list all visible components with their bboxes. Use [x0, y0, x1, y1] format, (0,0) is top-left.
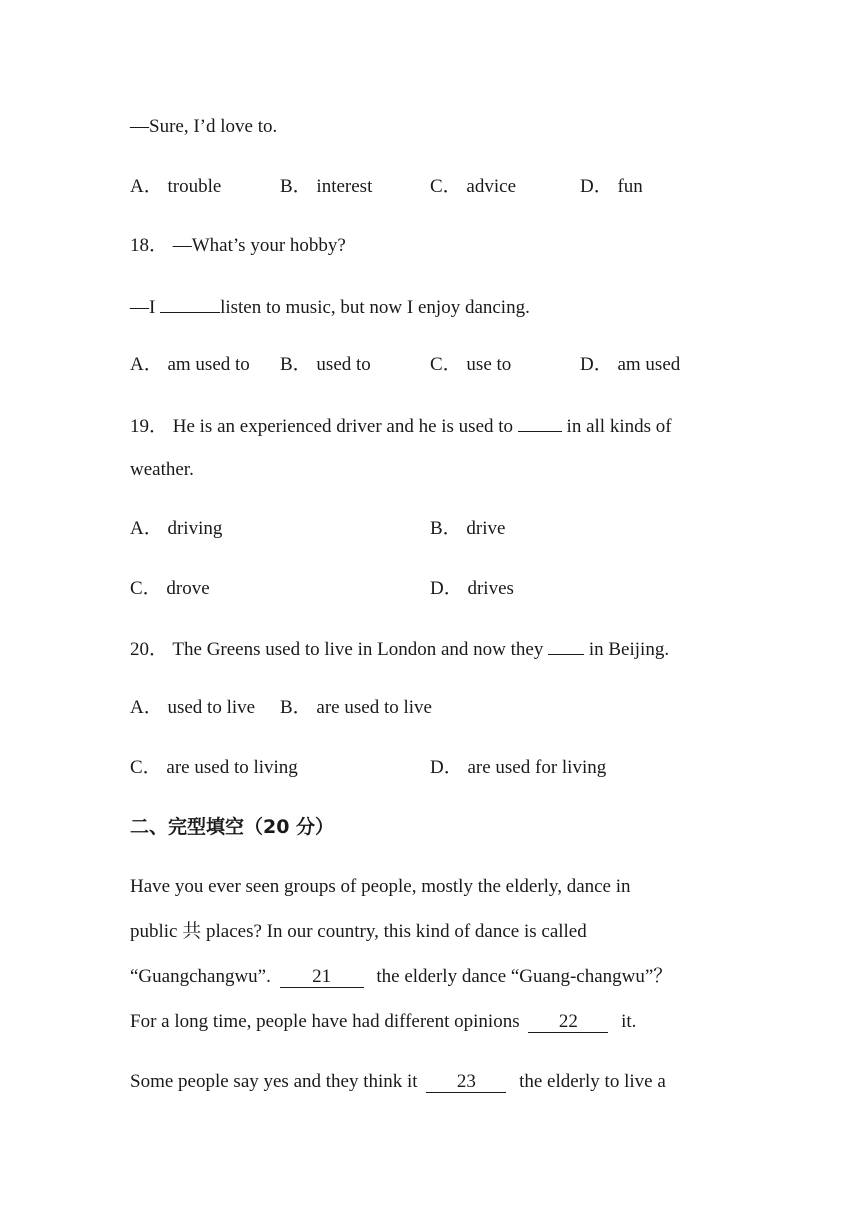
q17-option-d: D． fun: [580, 176, 643, 197]
q20-stem: [130, 636, 669, 662]
passage-line-1: Have you ever seen groups of people, mostly the elderly, dance in: [130, 876, 631, 897]
q20-blank: [548, 636, 584, 655]
q19-blank: [518, 413, 562, 432]
q18-option-a: A． am used to: [130, 354, 250, 375]
q19-option-b: B． drive: [430, 518, 506, 539]
passage-line-4-after: it.: [616, 1011, 637, 1032]
passage-line-3-before: “Guangchangwu”.: [130, 966, 276, 987]
passage-line-2: public 共 places? In our country, this kind of dance is called: [130, 921, 587, 942]
q18-option-b: B． used to: [280, 354, 371, 375]
q20-option-b: B． are used to live: [280, 697, 432, 718]
q19-stem-line2: weather.: [130, 459, 194, 480]
q19-stem-after: in all kinds of: [561, 416, 672, 437]
q20-stem-before: 20． The Greens used to live in London and now they: [130, 639, 549, 660]
cloze-blank-21: 21: [280, 967, 364, 988]
q20-option-d: D． are used for living: [430, 757, 607, 778]
q18-response-after: listen to music, but now I enjoy dancing.: [220, 297, 530, 318]
cloze-blank-22: 22: [528, 1012, 608, 1033]
q18-stem: 18． —What’s your hobby?: [130, 235, 346, 256]
section-heading: 二、完型填空（20 分）: [130, 816, 335, 838]
passage-line-3: [130, 965, 672, 989]
q19-option-d: D． drives: [430, 578, 514, 599]
passage-line-4-before: For a long time, people have had different opinions: [130, 1011, 525, 1032]
q18-option-c: C． use to: [430, 354, 512, 375]
q20-option-c: C． are used to living: [130, 757, 298, 778]
q19-option-a: A． driving: [130, 518, 223, 539]
q18-option-d: D． am used: [580, 354, 681, 375]
q17-option-a: A． trouble: [130, 176, 222, 197]
passage-line-5-after: the elderly to live a: [514, 1071, 666, 1092]
passage-line-4: [130, 1010, 636, 1034]
q20-stem-after: in Beijing.: [584, 639, 670, 660]
cloze-blank-23: 23: [426, 1072, 506, 1093]
passage-line-5-before: Some people say yes and they think it: [130, 1071, 423, 1092]
q18-response-line: [130, 294, 530, 320]
q19-option-c: C． drove: [130, 578, 210, 599]
q18-blank: [160, 294, 220, 313]
passage-line-5: [130, 1070, 666, 1094]
passage-line-3-after: the elderly dance “Guang-changwu”？: [371, 966, 673, 987]
q17-answer-line: —Sure, I’d love to.: [130, 116, 278, 137]
q19-stem-before: 19． He is an experienced driver and he is used to: [130, 416, 518, 437]
q20-option-a: A． used to live: [130, 697, 256, 718]
q17-option-b: B． interest: [280, 176, 373, 197]
q19-stem: [130, 413, 672, 439]
q18-response-before: —I: [130, 297, 161, 318]
q17-option-c: C． advice: [430, 176, 517, 197]
